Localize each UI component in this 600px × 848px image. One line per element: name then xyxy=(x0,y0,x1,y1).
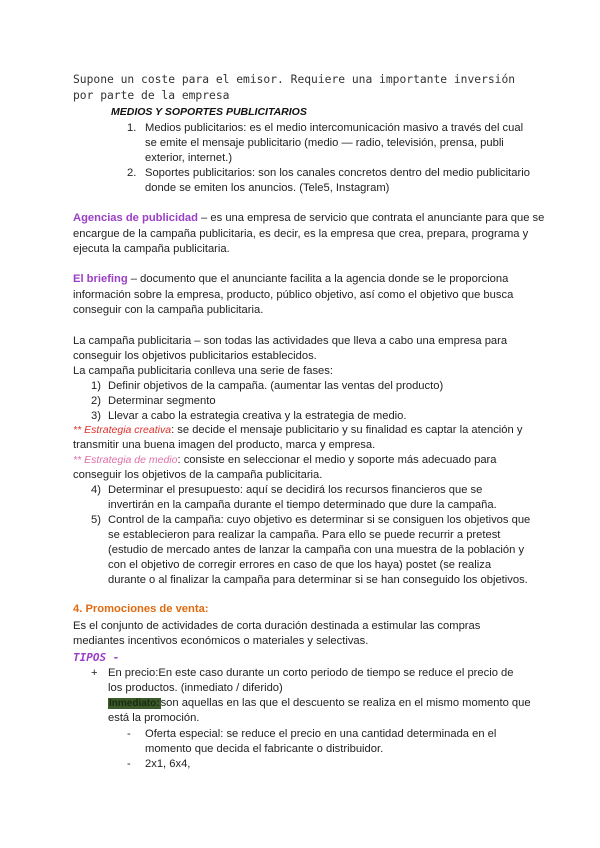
inmediato-line: Inmediato:son aquellas en las que el descuento se realiza en el mismo momento que xyxy=(109,697,531,709)
briefing-paragraph: El briefing – documento que el anunciante facilita a la agencia donde se le proporciona xyxy=(73,273,509,285)
list-item: Control de la campaña: cuyo objetivo es determinar si se consiguen los objetivos que xyxy=(108,514,531,526)
estrategia-creativa-line-2: transmitir una buena imagen del producto, marca y empresa. xyxy=(73,439,376,451)
intro-line-2: por parte de la empresa xyxy=(73,89,230,102)
list-item: donde se emiten los anuncios. (Tele5, Instagram) xyxy=(145,182,390,194)
agencias-line-2: encargue de la campaña publicitaria, es decir, es la empresa que crea, prepara, programa y xyxy=(73,228,529,240)
list-number: 2. xyxy=(127,167,137,179)
dos-x-uno-line: 2x1, 6x4, xyxy=(145,758,191,770)
list-item: con el objetivo de corregir errores en caso de que los haya) postet (se realiza xyxy=(108,559,492,571)
promociones-line-1: Es el conjunto de actividades de corta duración destinada a estimular las compras xyxy=(73,620,481,632)
campana-line-2: conseguir los objetivos publicitarios establecidos. xyxy=(73,350,317,362)
agencias-paragraph: Agencias de publicidad – es una empresa de servicio que contrata el anunciante para que se xyxy=(73,212,545,224)
estrategia-medio-label: ** Estrategia de medio xyxy=(73,454,178,466)
list-item: invertirán en la campaña durante el tiempo determinado que dure la campaña. xyxy=(108,499,497,511)
oferta-line-1: Oferta especial: se reduce el precio en una cantidad determinada en el xyxy=(145,728,497,740)
precio-line-2: los productos. (inmediato / diferido) xyxy=(108,682,283,694)
list-item: durante o al finalizar la campaña para determinar si se han conseguido los objetivos. xyxy=(108,574,528,586)
inmediato-highlight: Inmediato: xyxy=(109,698,160,709)
promociones-line-2: mediantes incentivos económicos o materiales y selectivas. xyxy=(73,635,369,647)
briefing-line-2: información sobre la empresa, producto, público objetivo, así como el objetivo que busca xyxy=(73,289,514,301)
estrategia-medio: ** Estrategia de medio: consiste en seleccionar el medio y soporte más adecuado para xyxy=(73,454,497,466)
list-number: 4) xyxy=(91,484,101,496)
list-number: 2) xyxy=(91,395,101,407)
list-item: Determinar el presupuesto: aquí se decidirá los recursos financieros que se xyxy=(108,484,483,496)
agencias-line-3: ejecuta la campaña publicitaria. xyxy=(73,243,230,255)
list-item: Determinar segmento xyxy=(108,395,216,407)
intro-line-1: Supone un coste para el emisor. Requiere una importante inversión xyxy=(73,73,516,86)
tipos-label: TIPOS - xyxy=(73,651,120,664)
list-item: exterior, internet.) xyxy=(145,152,233,164)
briefing-line-3: conseguir con la campaña publicitaria. xyxy=(73,304,264,316)
inmediato-line-2: está la promoción. xyxy=(108,712,200,724)
estrategia-creativa-label: ** Estrategia creativa xyxy=(73,424,172,436)
list-item: (estudio de mercado antes de lanzar la campaña con una muestra de la población y xyxy=(108,544,525,556)
briefing-term: El briefing xyxy=(73,273,128,285)
list-number: 5) xyxy=(91,514,101,526)
dash-bullet: - xyxy=(127,728,131,740)
list-item: Medios publicitarios: es el medio intercomunicación masivo a través del cual xyxy=(145,122,524,134)
agencias-term: Agencias de publicidad xyxy=(73,212,198,224)
campana-line-3: La campaña publicitaria conlleva una serie de fases: xyxy=(73,365,333,377)
list-number: 1) xyxy=(91,380,101,392)
medios-heading: MEDIOS Y SOPORTES PUBLICITARIOS xyxy=(111,106,307,118)
promociones-heading: 4. Promociones de venta: xyxy=(73,603,209,615)
oferta-line-2: momento que decida el fabricante o distribuidor. xyxy=(145,743,384,755)
list-item: Llevar a cabo la estrategia creativa y la estrategia de medio. xyxy=(108,410,407,422)
dash-bullet: - xyxy=(127,758,131,770)
estrategia-creativa: ** Estrategia creativa: se decide el mensaje publicitario y su finalidad es captar la atención y xyxy=(73,424,523,436)
list-item: Soportes publicitarios: son los canales concretos dentro del medio publicitario xyxy=(145,167,530,179)
list-number: 1. xyxy=(127,122,137,134)
list-item: Definir objetivos de la campaña. (aumentar las ventas del producto) xyxy=(108,380,444,392)
precio-line-1: En precio:En este caso durante un corto periodo de tiempo se reduce el precio de xyxy=(108,667,514,679)
list-item: se emite el mensaje publicitario (medio — radio, televisión, prensa, publi xyxy=(145,137,504,149)
list-item: se establecieron para realizar la campaña. Para ello se puede recurrir a pretest xyxy=(108,529,501,541)
list-number: 3) xyxy=(91,410,101,422)
estrategia-medio-line-2: conseguir los objetivos de la campaña publicitaria. xyxy=(73,469,323,481)
campana-line-1: La campaña publicitaria – son todas las actividades que lleva a cabo una empresa para xyxy=(73,335,508,347)
plus-bullet: + xyxy=(91,667,98,679)
